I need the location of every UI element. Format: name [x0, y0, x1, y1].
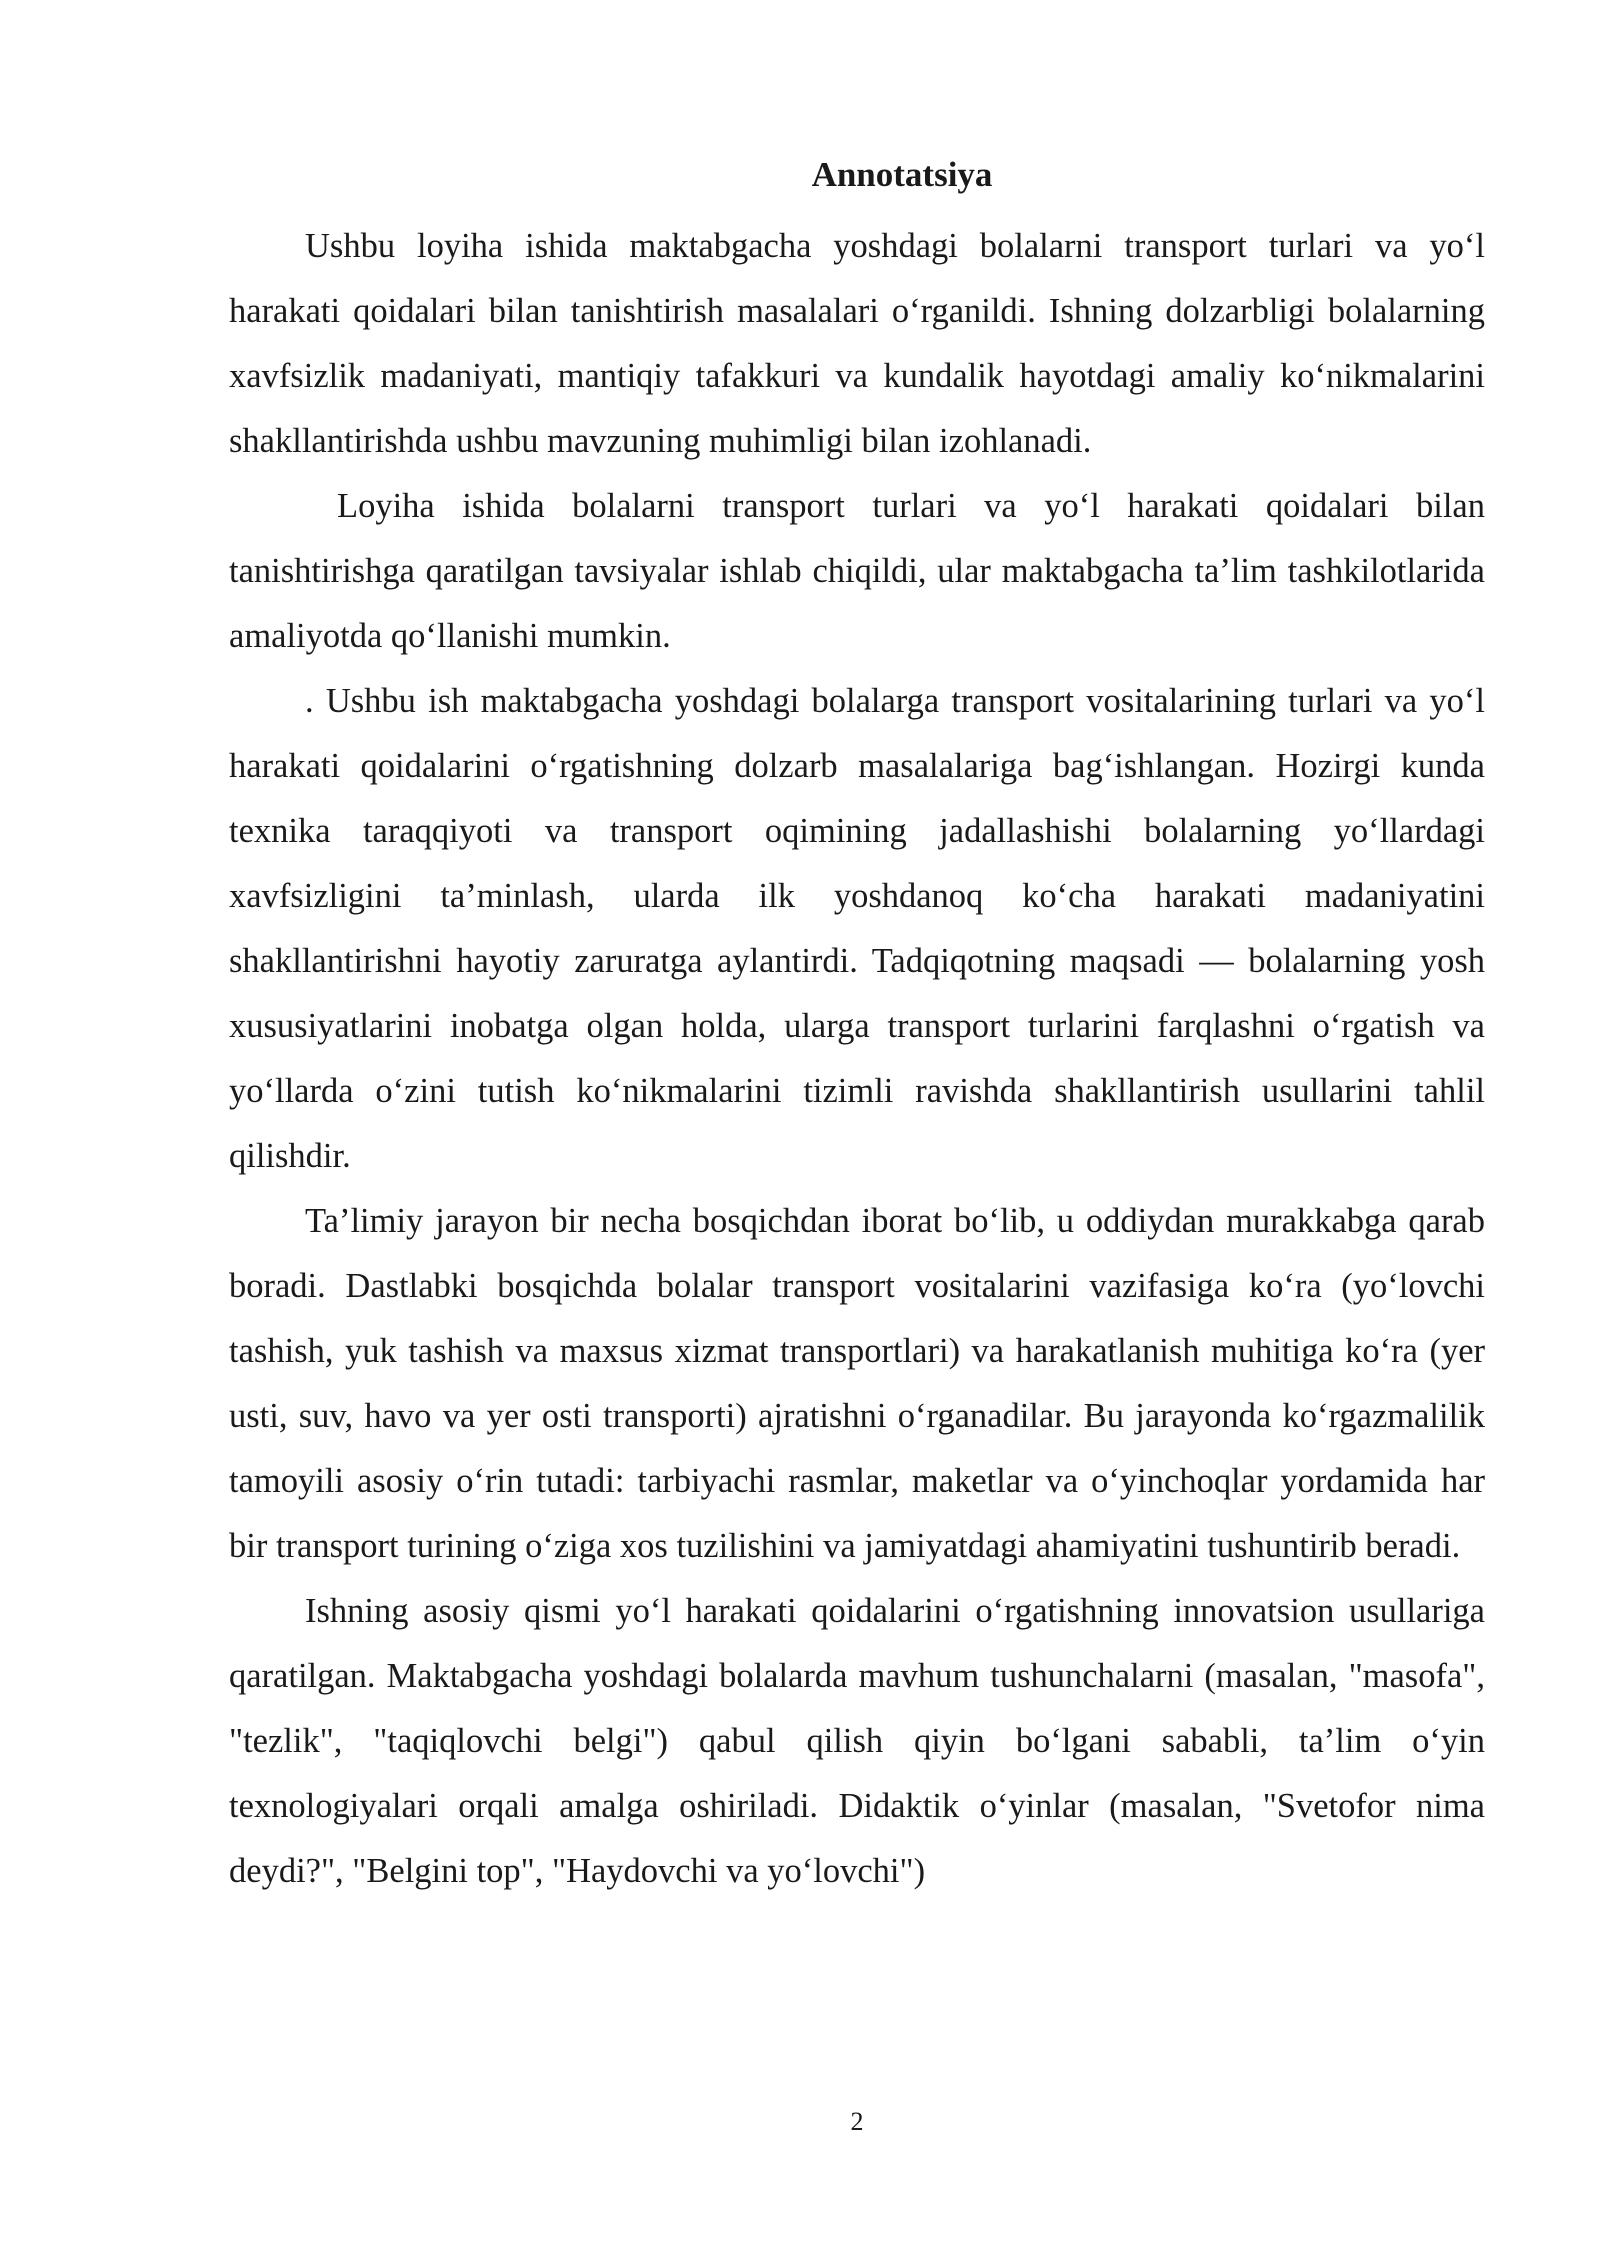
page-content: [229, 150, 1485, 1904]
page-number: 2: [850, 2107, 864, 2136]
paragraph-1: Ushbu loyiha ishida maktabgacha yoshdagi bolalarni transport turlari va yo‘l harakati qoidalari bilan tanishtirish masalalari o‘rganildi. Ishning dolzarbligi bolalarning xavfsizlik madaniyati, mantiqiy tafakkuri va kundalik hayotdagi amaliy ko‘nikmalarini shakllantirishda ushbu mavzuning muhimligi bilan izohlanadi.: [229, 227, 1485, 460]
paragraph-4: Ta’limiy jarayon bir necha bosqichdan iborat bo‘lib, u oddiydan murakkabga qarab boradi. Dastlabki bosqichda bolalar transport vositalarini vazifasiga ko‘ra (yo‘lovchi tashish, yuk tashish va maxsus xizmat transportlari) va harakatlanish muhitiga ko‘ra (yer usti, suv, havo va yer osti transporti) ajratishni o‘rganadilar. Bu jarayonda ko‘rgazmalilik tamoyili asosiy o‘rin tutadi: tarbiyachi rasmlar, maketlar va o‘yinchoqlar yordamida har bir transport turining o‘ziga xos tuzilishini va jamiyatdagi ahamiyatini tushuntirib beradi.: [229, 1202, 1485, 1565]
paragraph-3: . Ushbu ish maktabgacha yoshdagi bolalarga transport vositalarining turlari va yo‘l harakati qoidalarini o‘rgatishning dolzarb masalalariga bag‘ishlangan. Hozirgi kunda texnika taraqqiyoti va transport oqimining jadallashishi bolalarning yo‘llardagi xavfsizligini ta’minlash, ularda ilk yoshdanoq ko‘cha harakati madaniyatini shakllantirishni hayotiy zaruratga aylantirdi. Tadqiqotning maqsadi — bolalarning yosh xususiyatlarini inobatga olgan holda, ularga transport turlarini farqlashni o‘rgatish va yo‘llarda o‘zini tutish ko‘nikmalarini tizimli ravishda shakllantirish usullarini tahlil qilishdir.: [229, 682, 1485, 1175]
paragraph-5: Ishning asosiy qismi yo‘l harakati qoidalarini o‘rgatishning innovatsion usullariga qaratilgan. Maktabgacha yoshdagi bolalarda mavhum tushunchalarni (masalan, "masofa", "tezlik", "taqiqlovchi belgi") qabul qilish qiyin bo‘lgani sababli, ta’lim o‘yin texnologiyalari orqali amalga oshiriladi. Didaktik o‘yinlar (masalan, "Svetofor nima deydi?", "Belgini top", "Haydovchi va yo‘lovchi"): [229, 1592, 1485, 1890]
paragraph-2: Loyiha ishida bolalarni transport turlari va yo‘l harakati qoidalari bilan tanishtirishga qaratilgan tavsiyalar ishlab chiqildi, ular maktabgacha ta’lim tashkilotlarida amaliyotda qo‘llanishi mumkin.: [229, 487, 1485, 655]
page-title: Annotatsiya: [811, 155, 993, 194]
